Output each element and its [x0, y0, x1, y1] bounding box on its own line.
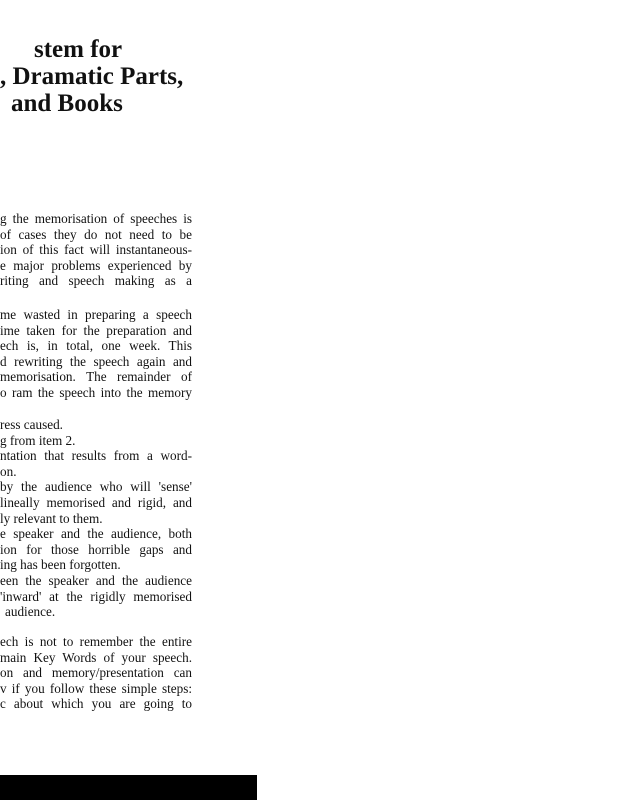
list-line: ntation that results from a word- — [0, 448, 192, 464]
list-line: ress caused. — [0, 417, 63, 432]
text-line: c about which you are going to — [0, 696, 192, 712]
list-line: ing has been forgotten. — [0, 557, 121, 573]
problems-list — [0, 417, 192, 620]
list-line: 'inward' at the rigidly memorised — [0, 588, 192, 604]
text-line: e major problems experienced by — [0, 257, 192, 273]
list-line: e speaker and the audience, both — [0, 526, 192, 542]
text-line: on and memory/presentation can — [0, 665, 192, 681]
list-line: een the speaker and the audience — [0, 572, 192, 588]
list-line: by the audience who will 'sense' — [0, 479, 192, 495]
list-line: ion for those horrible gaps and — [0, 541, 192, 557]
heading-line-1: stem for — [34, 36, 123, 63]
text-line: ech is, in total, one week. This — [0, 338, 192, 354]
paragraph-key-words — [0, 634, 192, 712]
text-line: memorisation. The remainder of — [0, 369, 192, 385]
heading-line-3: and Books — [11, 90, 123, 117]
text-line: g the memorisation of speeches is — [0, 211, 192, 226]
text-line: of cases they do not need to be — [0, 226, 192, 242]
text-line: ech is not to remember the entire — [0, 634, 192, 649]
text-line: v if you follow these simple steps: — [0, 680, 192, 696]
chapter-heading — [0, 36, 200, 117]
list-line: g from item 2. — [0, 432, 76, 448]
list-line: ly relevant to them. — [0, 510, 103, 526]
text-line: riting and speech making as a — [0, 273, 192, 289]
list-line: on. — [0, 463, 17, 479]
text-line: o ram the speech into the memory — [0, 384, 192, 400]
text-line: me wasted in preparing a speech — [0, 307, 192, 322]
text-line: main Key Words of your speech. — [0, 649, 192, 665]
scan-edge-black-bar — [0, 775, 257, 800]
list-line: audience. — [5, 604, 56, 620]
text-line: ime taken for the preparation and — [0, 322, 192, 338]
text-line: ion of this fact will instantaneous- — [0, 242, 192, 258]
list-line: lineally memorised and rigid, and — [0, 494, 192, 510]
heading-line-2: , Dramatic Parts, — [0, 63, 184, 90]
paragraph-memorisation-intro — [0, 211, 192, 289]
paragraph-time-wasted — [0, 307, 192, 401]
text-line: d rewriting the speech again and — [0, 353, 192, 369]
